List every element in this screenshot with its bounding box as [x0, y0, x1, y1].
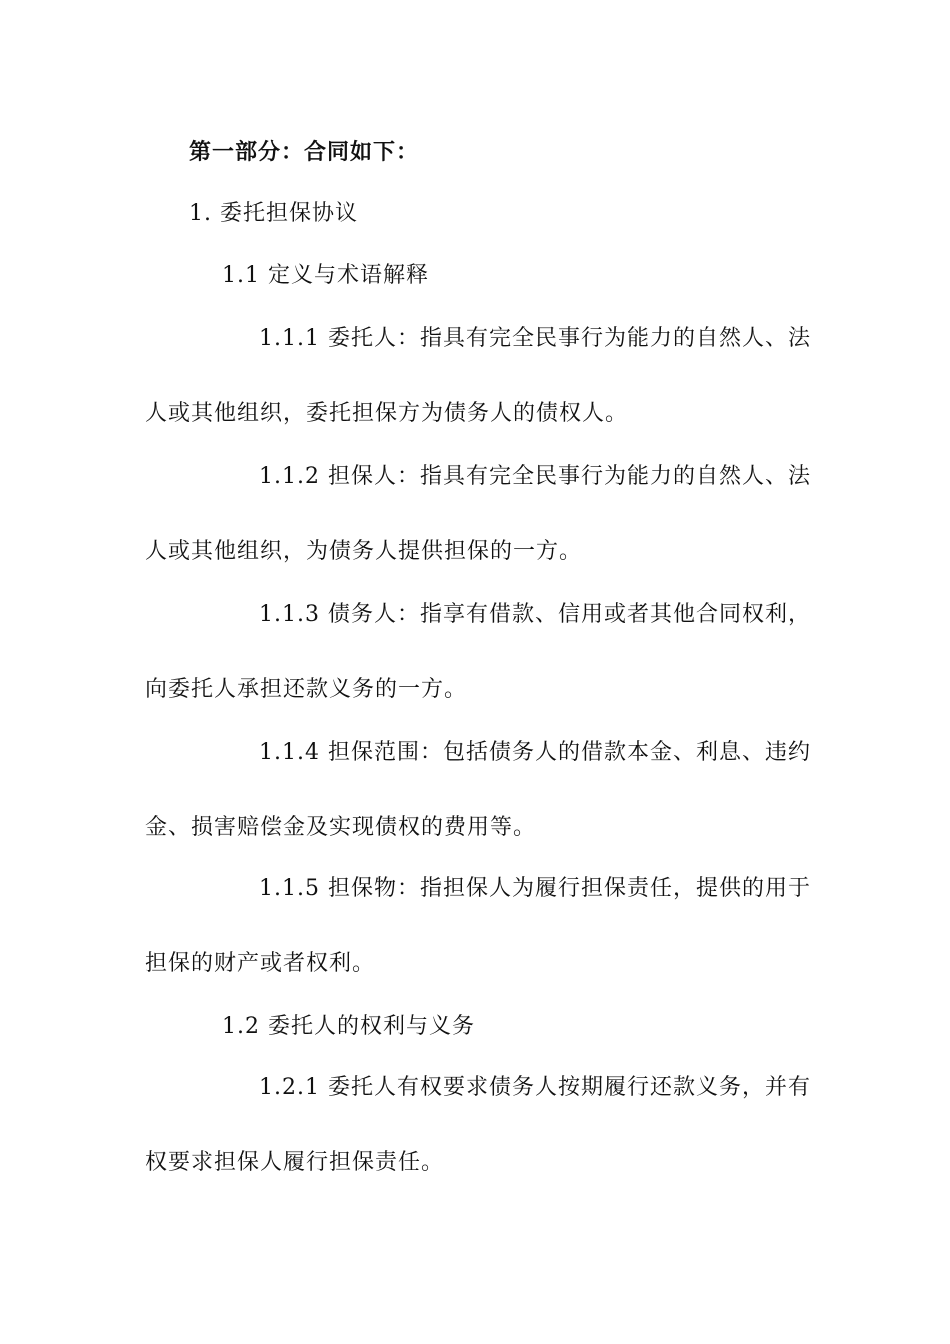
paragraph-line: 1.1.3 债务人：指享有借款、信用或者其他合同权利，	[259, 602, 811, 627]
paragraph-line: 金、损害赔偿金及实现债权的费用等。	[145, 815, 537, 840]
clause-title: 1. 委托担保协议	[189, 201, 358, 226]
paragraph-line: 人或其他组织，委托担保方为债务人的债权人。	[145, 401, 629, 426]
paragraph-line: 1.1.1 委托人：指具有完全民事行为能力的自然人、法	[259, 326, 811, 351]
paragraph-line: 人或其他组织，为债务人提供担保的一方。	[145, 539, 583, 564]
paragraph-line: 1.2.1 委托人有权要求债务人按期履行还款义务，并有	[259, 1075, 811, 1100]
paragraph-line: 1.1.2 担保人：指具有完全民事行为能力的自然人、法	[259, 464, 811, 489]
section-heading: 第一部分：合同如下：	[189, 140, 420, 165]
paragraph-line: 1.1.4 担保范围：包括债务人的借款本金、利息、违约	[259, 740, 811, 765]
paragraph-line: 权要求担保人履行担保责任。	[145, 1150, 445, 1175]
subclause-title: 1.2 委托人的权利与义务	[222, 1014, 475, 1039]
paragraph-line: 担保的财产或者权利。	[145, 951, 376, 976]
paragraph-line: 向委托人承担还款义务的一方。	[145, 677, 468, 702]
paragraph-line: 1.1.5 担保物：指担保人为履行担保责任，提供的用于	[259, 876, 811, 901]
subclause-title: 1.1 定义与术语解释	[222, 263, 429, 288]
